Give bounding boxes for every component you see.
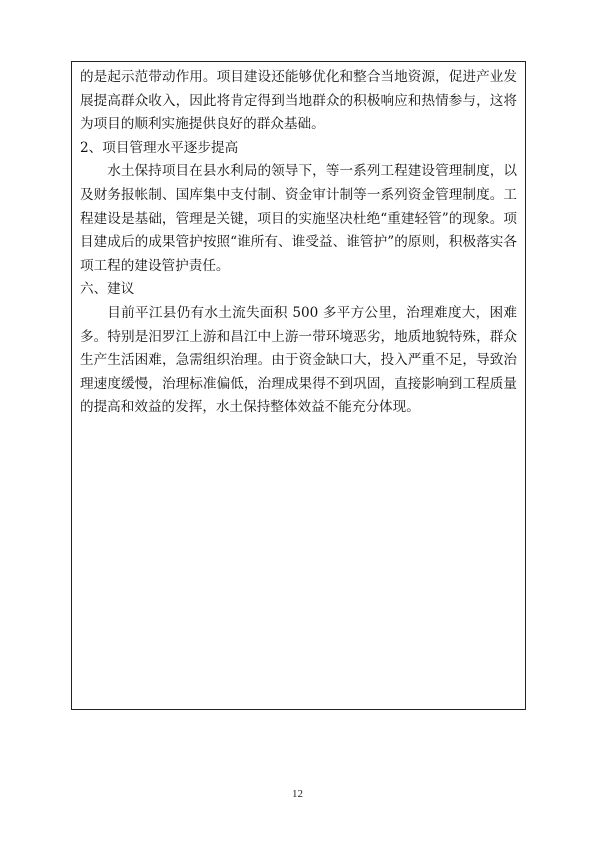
paragraph-continued: 的是起示范带动作用。项目建设还能够优化和整合当地资源，促进产业发展提高群众收入，因此将肯定得到当地群众的积极响应和热情参与，这将为项目的顺利实施提供良好的群众基础。 — [80, 69, 517, 133]
section-heading-project-management: 2、项目管理水平逐步提高 — [80, 139, 239, 156]
paragraph-suggestions: 目前平江县仍有水土流失面积 500 多平方公里，治理难度大，困难多。特别是汨罗江上游和昌江中上游一带环境恶劣，地质地貌特殊，群众生产生活困难，急需组织治理。由于资金缺口大，投入严重不足，导致治理速度缓慢，治理标准偏低，治理成果得不到巩固，直接影响到工程质量的提高和效益的发挥，水土保持整体效益不能充分体现。 — [80, 304, 517, 416]
document-body — [80, 66, 517, 420]
paragraph-project-management: 水土保持项目在县水利局的领导下，等一系列工程建设管理制度，以及财务报帐制、国库集中支付制、资金审计制等一系列资金管理制度。工程建设是基础，管理是关键，项目的实施坚决杜绝“重建轻管”的现象。项目建成后的成果管护按照“谁所有、谁受益、谁管护”的原则，积极落实各项工程的建设管护责任。 — [80, 163, 517, 274]
page-number: 12 — [292, 788, 303, 800]
content-table-cell — [71, 61, 526, 710]
section-heading-suggestions: 六、建议 — [80, 281, 135, 298]
